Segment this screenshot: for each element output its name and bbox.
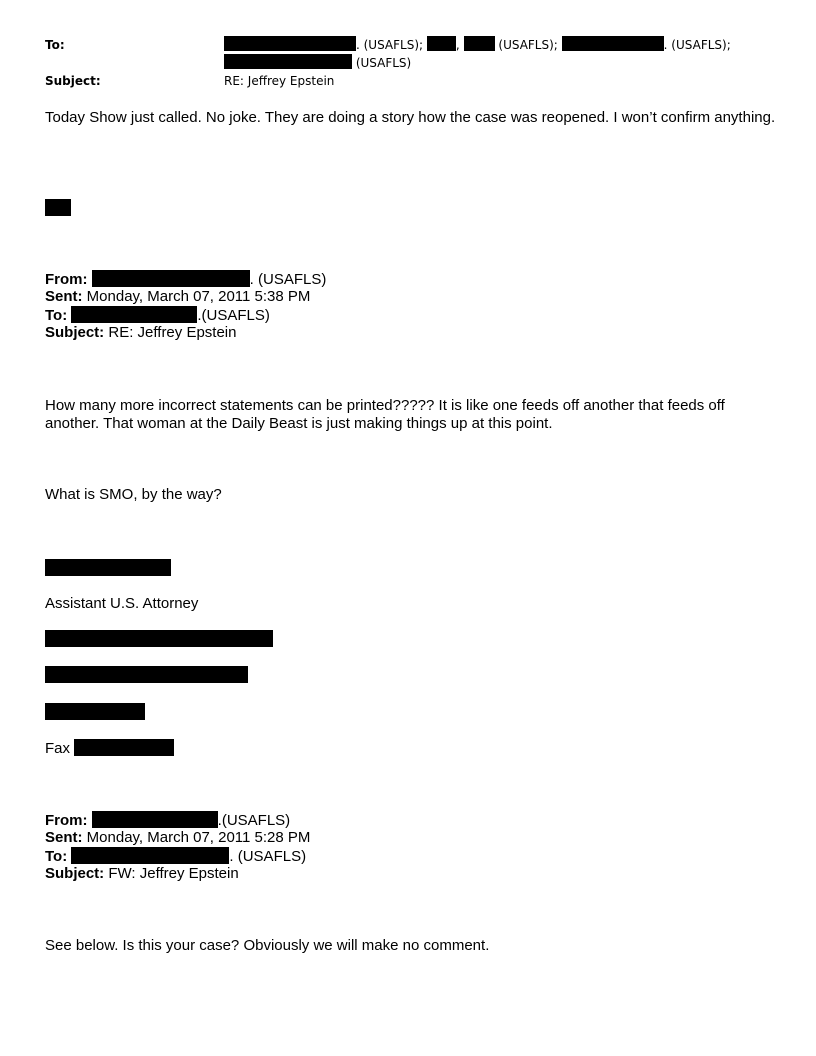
email-header-block: From: . (USAFLS) Sent: Monday, March 07, 2011 5:38 PM To: .(USAFLS) Subject: RE: Jeffrey Epstein — [45, 271, 327, 341]
message-body: See below. Is this your case? Obviously we will make no comment. — [45, 937, 490, 954]
to-recipients-line1: . (USAFLS); , (USAFLS); . (USAFLS); — [224, 36, 731, 54]
redaction — [74, 739, 174, 756]
fax-line: Fax — [45, 739, 174, 757]
message-body-paragraph: How many more incorrect statements can be printed????? It is like one feeds off another that feeds off another. That woman at the Daily Beast is just making things up at this point. — [45, 397, 725, 432]
redaction — [71, 306, 197, 323]
redaction — [92, 270, 250, 287]
redaction — [427, 36, 456, 51]
subject-value: RE: Jeffrey Epstein — [224, 74, 335, 88]
redaction — [45, 703, 145, 720]
redaction — [562, 36, 664, 51]
email-header-block: From: .(USAFLS) Sent: Monday, March 07, 2011 5:28 PM To: . (USAFLS) Subject: FW: Jeffrey Epstein — [45, 812, 311, 882]
redaction — [224, 54, 352, 69]
redaction — [45, 559, 171, 576]
subject-label: Subject: — [45, 74, 101, 88]
to-recipients-line2: (USAFLS) — [224, 54, 411, 72]
message-body: Today Show just called. No joke. They are doing a story how the case was reopened. I won’t confirm anything. — [45, 109, 776, 126]
redaction — [45, 630, 273, 647]
to-label: To: — [45, 38, 65, 52]
redaction — [45, 666, 248, 683]
redaction — [45, 199, 71, 216]
redaction — [92, 811, 218, 828]
message-body-question: What is SMO, by the way? — [45, 486, 222, 503]
redaction — [71, 847, 229, 864]
redaction — [224, 36, 356, 51]
signature-title: Assistant U.S. Attorney — [45, 595, 199, 612]
redaction — [464, 36, 495, 51]
